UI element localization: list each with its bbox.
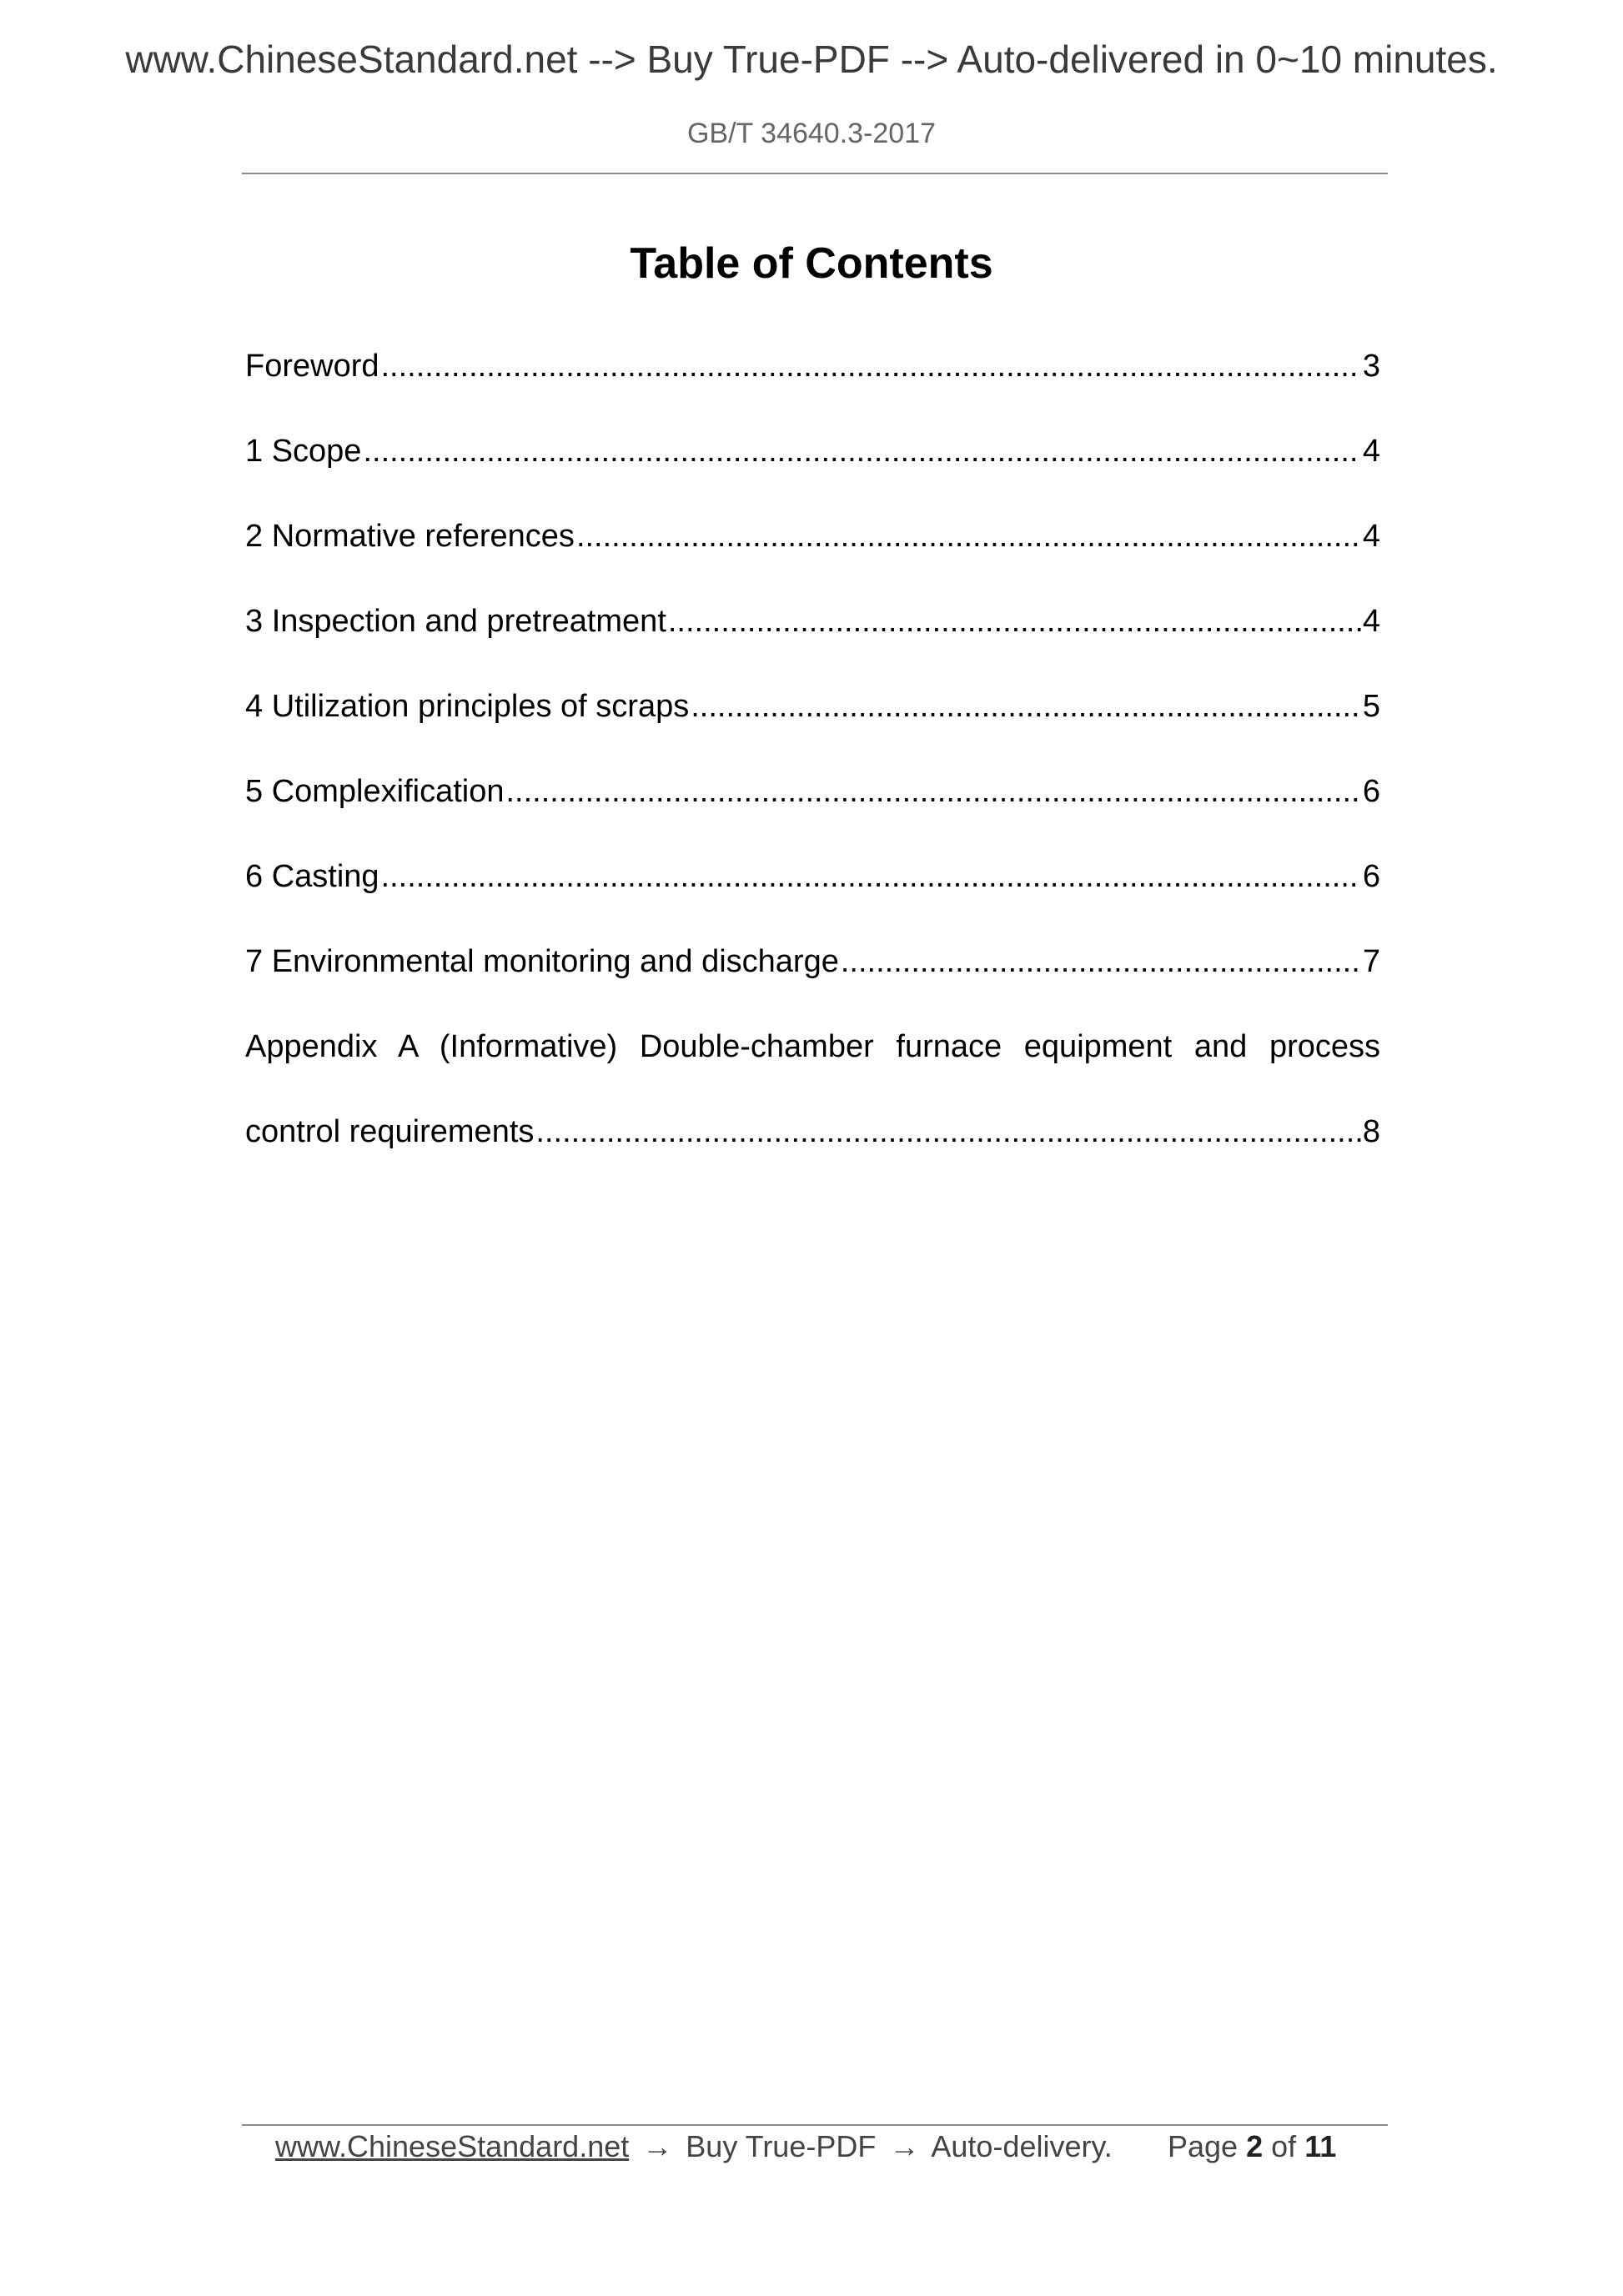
toc-entry-scope[interactable] bbox=[245, 435, 1380, 520]
document-number: GB/T 34640.3-2017 bbox=[686, 118, 937, 149]
toc-entry-foreword[interactable] bbox=[245, 350, 1380, 435]
toc-entry-label: Foreword bbox=[245, 349, 379, 384]
toc-leader-dots bbox=[505, 776, 1360, 807]
of-word: of bbox=[1271, 2129, 1297, 2163]
footer-delivery-text: Auto-delivery. bbox=[931, 2129, 1113, 2163]
toc-leader-dots bbox=[576, 520, 1361, 552]
toc-entry-normative-references[interactable] bbox=[245, 520, 1380, 605]
page-current: 2 bbox=[1246, 2129, 1264, 2163]
toc-leader-dots bbox=[841, 946, 1361, 977]
toc-leader-dots bbox=[381, 350, 1361, 382]
toc-entry-environmental-monitoring[interactable] bbox=[245, 946, 1380, 1031]
footer-buy-text: Buy True-PDF bbox=[686, 2129, 877, 2163]
footer-promo bbox=[275, 2129, 1113, 2163]
toc-entry-label: control requirements bbox=[245, 1114, 535, 1149]
footer-page-indicator bbox=[1168, 2129, 1337, 2163]
toc-entry-label: 5 Complexification bbox=[245, 774, 505, 809]
toc-leader-dots bbox=[363, 435, 1360, 467]
arrow-right-icon: → bbox=[889, 2129, 920, 2163]
toc-entry-complexification[interactable] bbox=[245, 776, 1380, 861]
toc-entry-appendix-a-line2[interactable] bbox=[245, 1116, 1380, 1201]
toc-leader-dots bbox=[668, 605, 1361, 637]
toc-entry-label: 4 Utilization principles of scraps bbox=[245, 689, 690, 724]
toc-entry-page: 3 bbox=[1362, 349, 1380, 384]
page-title: Table of Contents bbox=[630, 239, 993, 288]
toc-entry-page: 5 bbox=[1362, 689, 1380, 724]
page-word: Page bbox=[1168, 2129, 1239, 2163]
toc-entry-page: 4 bbox=[1362, 434, 1380, 469]
toc-entry-utilization-principles[interactable] bbox=[245, 691, 1380, 776]
table-of-contents bbox=[245, 350, 1380, 1201]
arrow-right-icon: → bbox=[642, 2129, 673, 2163]
toc-entry-label: Appendix A (Informative) Double-chamber furnace equipment and process bbox=[245, 1029, 1380, 1064]
toc-entry-casting[interactable] bbox=[245, 861, 1380, 946]
toc-entry-page: 6 bbox=[1362, 774, 1380, 809]
toc-leader-dots bbox=[535, 1116, 1360, 1148]
toc-entry-appendix-a-line1[interactable] bbox=[245, 1031, 1380, 1116]
page-total: 11 bbox=[1304, 2129, 1337, 2163]
toc-entry-label: 1 Scope bbox=[245, 434, 362, 469]
toc-entry-page: 4 bbox=[1362, 519, 1380, 554]
toc-entry-page: 7 bbox=[1362, 944, 1380, 979]
toc-entry-inspection[interactable] bbox=[245, 605, 1380, 691]
toc-entry-page: 8 bbox=[1362, 1114, 1380, 1149]
toc-entry-page: 4 bbox=[1362, 604, 1380, 639]
toc-entry-label: 7 Environmental monitoring and discharge bbox=[245, 944, 839, 979]
toc-entry-label: 6 Casting bbox=[245, 859, 379, 894]
toc-entry-page: 6 bbox=[1362, 859, 1380, 894]
footer-divider bbox=[242, 2124, 1388, 2126]
header-banner: www.ChineseStandard.net --> Buy True-PDF --> Auto-delivered in 0~10 minutes. bbox=[125, 38, 1498, 81]
toc-leader-dots bbox=[691, 691, 1361, 722]
toc-entry-label: 3 Inspection and pretreatment bbox=[245, 604, 666, 639]
toc-entry-label: 2 Normative references bbox=[245, 519, 575, 554]
header-divider bbox=[242, 173, 1388, 174]
toc-leader-dots bbox=[381, 861, 1361, 892]
footer-site-link[interactable]: www.ChineseStandard.net bbox=[275, 2129, 630, 2163]
